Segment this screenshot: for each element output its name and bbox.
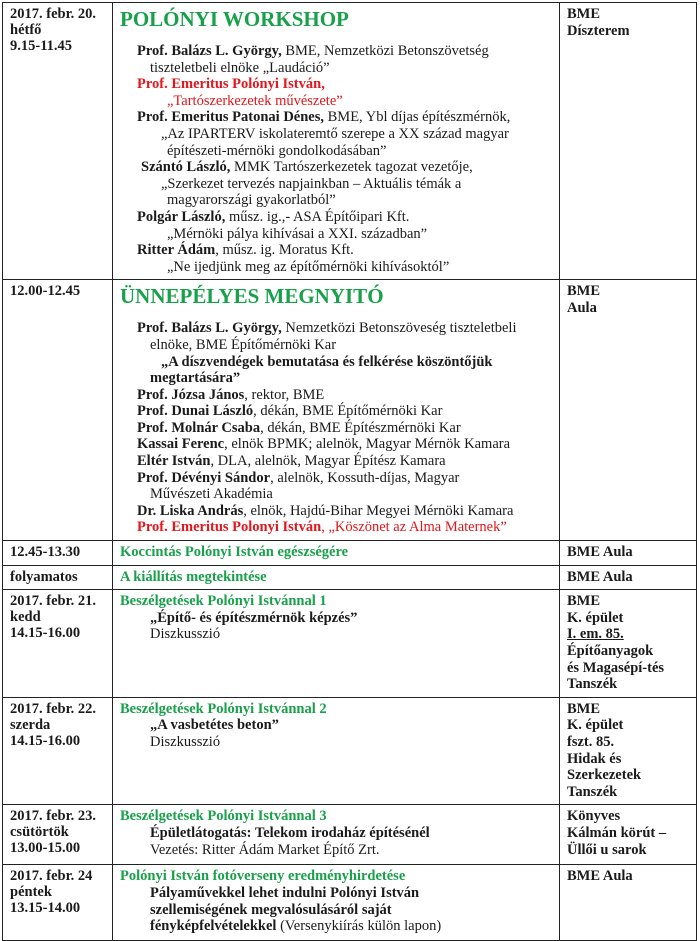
date-cell: 2017. febr. 21. kedd 14.15-16.00 xyxy=(3,590,113,698)
time-text: 12.00-12.45 xyxy=(10,283,81,300)
speaker-line: Prof. Dunai László, dékán, BME Építőmérnöki Kar xyxy=(137,403,443,420)
session-format: Diszkusszió xyxy=(150,733,221,750)
section-title: POLÓNYI WORKSHOP xyxy=(120,7,349,31)
talk-title: magyarországi gyakorlatból” xyxy=(167,192,336,209)
speaker-line: Prof. Emeritus Polonyi István, „Köszönet az Alma Maternek” xyxy=(137,519,507,536)
section-title: Beszélgetések Polónyi Istvánnal 1 xyxy=(120,593,327,610)
session-format: Vezetés: Ritter Ádám Market Építő Zrt. xyxy=(150,841,380,858)
date-cell xyxy=(3,280,113,541)
program-cell xyxy=(113,590,560,698)
location-cell: BME K. épület I. em. 85. Építőanyagok és Magasépí-tés Tanszék xyxy=(560,590,697,698)
section-title: Beszélgetések Polónyi Istvánnal 2 xyxy=(120,700,327,717)
talk-title: „Szerkezet tervezés napjainkban – Aktuális témák a xyxy=(161,175,462,192)
table-row xyxy=(3,865,697,941)
section-title: Beszélgetések Polónyi Istvánnal 3 xyxy=(120,808,327,825)
schedule-table xyxy=(2,2,697,941)
program-cell xyxy=(113,805,560,865)
talk-title: „Mérnöki pálya kihívásai a XXI. században” xyxy=(167,225,428,242)
speaker-line: Prof. Dévényi Sándor, alelnök, Kossuth-díjas, Magyar xyxy=(137,469,460,486)
table-row xyxy=(3,565,697,590)
table-row xyxy=(3,3,697,280)
date-cell xyxy=(3,541,113,566)
program-cell xyxy=(113,3,560,280)
section-title: ÜNNEPÉLYES MEGNYITÓ xyxy=(120,284,384,309)
table-row xyxy=(3,280,697,541)
talk-title: Épületlátogatás: Telekom irodaház építésénél xyxy=(150,824,430,841)
table-row xyxy=(3,541,697,566)
location-cell: BME Aula xyxy=(560,565,697,590)
talk-title: építészeti-mérnöki gondolkodásában” xyxy=(167,142,387,159)
speaker-detail: tiszteletbeli elnöke „Laudáció” xyxy=(150,59,330,76)
section-title: A kiállítás megtekintése xyxy=(120,568,267,585)
location-cell: BME Aula xyxy=(560,865,697,941)
speaker-line: Prof. Balázs L. György, Nemzetközi Betonszöveség tiszteletbeli xyxy=(137,320,517,337)
speaker-line: Prof. Emeritus Polónyi István, xyxy=(137,76,325,93)
talk-title: „Tartószerkezetek művészete” xyxy=(167,92,343,109)
program-cell xyxy=(113,565,560,590)
date-text: 2017. febr. 20. xyxy=(10,6,97,22)
speaker-detail: Művészeti Akadémia xyxy=(150,486,273,503)
table-row xyxy=(3,805,697,865)
description-line: Pályaművekkel lehet indulni Polónyi István xyxy=(150,884,420,901)
speaker-line: Prof. Molnár Csaba, dékán, BME Építészmérnöki Kar xyxy=(137,419,461,436)
program-cell xyxy=(113,280,560,541)
location-cell: BME Aula xyxy=(560,541,697,566)
description-line: fényképfelvételekkel (Versenykiírás külön lapon) xyxy=(150,918,442,935)
talk-title: „A díszvendégek bemutatása és felkérése köszöntőjük xyxy=(161,353,493,370)
time-text: 9.15-11.45 xyxy=(10,38,73,54)
program-cell xyxy=(113,697,560,805)
description-line: szellemiségének megvalósulásáról saját xyxy=(150,901,392,918)
speaker-line: Eltér István, DLA, alelnök, Magyar Építész Kamara xyxy=(137,453,446,470)
table-row xyxy=(3,590,697,698)
date-cell xyxy=(3,3,113,280)
talk-title: „Az IPARTERV iskolateremtő szerepe a XX század magyar xyxy=(161,125,509,142)
speaker-detail: elnöke, BME Építőmérnöki Kar xyxy=(150,336,337,353)
talk-title: „A vasbetétes beton” xyxy=(150,717,279,734)
time-text: 12.45-13.30 xyxy=(10,544,81,561)
speaker-line: Dr. Liska András, elnök, Hajdú-Bihar Megyei Mérnöki Kamara xyxy=(137,502,514,519)
date-cell xyxy=(3,565,113,590)
speaker-line: Polgár László, műsz. ig.,- ASA Építőipari Kft. xyxy=(137,208,410,225)
date-cell: 2017. febr. 23. csütörtök 13.00-15.00 xyxy=(3,805,113,865)
section-title: Polónyi István fotóverseny eredményhirdetése xyxy=(120,868,406,885)
program-cell xyxy=(113,541,560,566)
speaker-line: Prof. Balázs L. György, BME, Nemzetközi Betonszövetség xyxy=(137,43,489,59)
date-cell: 2017. febr. 24 péntek 13.15-14.00 xyxy=(3,865,113,941)
talk-title: „Építő- és építészmérnök képzés” xyxy=(150,609,358,626)
speaker-line: Szántó László, MMK Tartószerkezetek tagozat vezetője, xyxy=(141,159,473,176)
time-text: folyamatos xyxy=(10,568,78,585)
program-cell xyxy=(113,865,560,941)
section-title: Koccintás Polónyi István egészségére xyxy=(120,544,349,561)
session-format: Diszkusszió xyxy=(150,626,221,643)
talk-title: megtartására” xyxy=(150,370,241,387)
speaker-line: Kassai Ferenc, elnök BPMK; alelnök, Magyar Mérnök Kamara xyxy=(137,436,511,453)
location-cell: Könyves Kálmán körút – Üllői u sarok xyxy=(560,805,697,865)
speaker-line: Ritter Ádám, műsz. ig. Moratus Kft. xyxy=(137,242,354,259)
location-cell: BME Aula xyxy=(560,280,697,541)
speaker-line: Prof. Józsa János, rektor, BME xyxy=(137,386,325,403)
talk-title: „Ne ijedjünk meg az építőmérnöki kihívásoktól” xyxy=(167,258,450,275)
date-cell: 2017. febr. 22. szerda 14.15-16.00 xyxy=(3,697,113,805)
day-text: hétfő xyxy=(10,22,42,38)
location-cell: BME Díszterem xyxy=(560,3,697,280)
speaker-line: Prof. Emeritus Patonai Dénes, BME, Ybl díjas építészmérnök, xyxy=(137,109,511,126)
location-cell: BME K. épület fszt. 85. Hidak és Szerkezetek Tanszék xyxy=(560,697,697,805)
table-row xyxy=(3,697,697,805)
